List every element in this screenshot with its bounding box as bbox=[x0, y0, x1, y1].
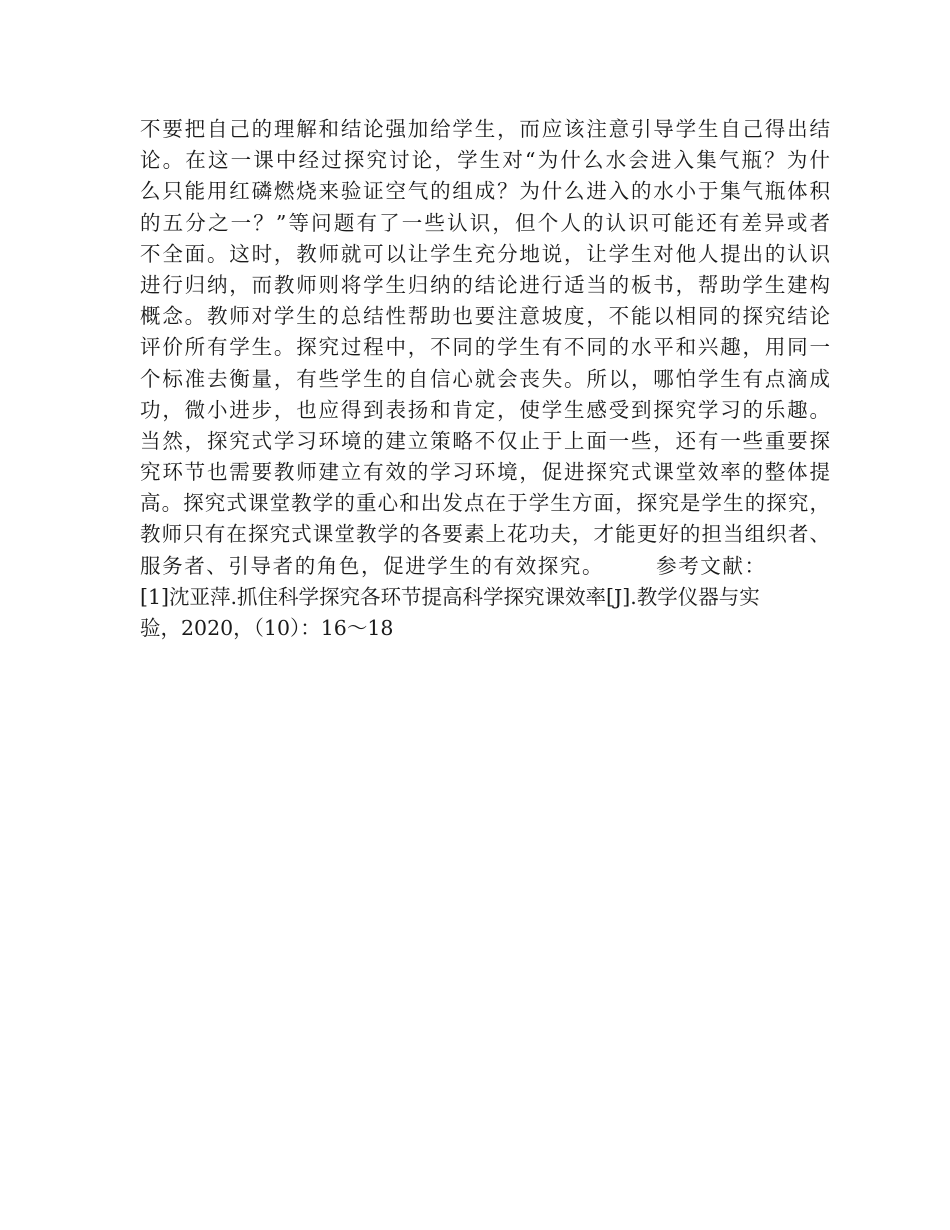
paragraph-line: 的五分之一？”等问题有了一些认识，但个人的认识可能还有差异或者 bbox=[140, 210, 830, 235]
paragraph-line: 不全面。这时，教师就可以让学生充分地说，让学生对他人提出的认识 bbox=[140, 241, 830, 266]
paragraph-line: 进行归纳，而教师则将学生归纳的结论进行适当的板书，帮助学生建构 bbox=[140, 272, 830, 297]
paragraph-line: 个标准去衡量，有些学生的自信心就会丧失。所以，哪怕学生有点滴成 bbox=[140, 366, 830, 391]
body-text bbox=[140, 114, 830, 644]
paragraph-line: 论。在这一课中经过探究讨论，学生对“为什么水会进入集气瓶？为什 bbox=[140, 148, 830, 173]
paragraph-line: 概念。教师对学生的总结性帮助也要注意坡度，不能以相同的探究结论 bbox=[140, 304, 830, 329]
reference-line: [1]沈亚萍.抓住科学探究各环节提高科学探究课效率[J].教学仪器与实 bbox=[140, 584, 760, 609]
paragraph-line: 教师只有在探究式课堂教学的各要素上花功夫，才能更好的担当组织者、 bbox=[140, 522, 830, 547]
reference-line: 验，2020，（10）：16～18 bbox=[140, 616, 394, 640]
paragraph-line: 么只能用红磷燃烧来验证空气的组成？为什么进入的水小于集气瓶体积 bbox=[140, 179, 830, 204]
closing-sentence: 服务者、引导者的角色，促进学生的有效探究。 bbox=[140, 553, 605, 578]
paragraph-line: 评价所有学生。探究过程中，不同的学生有不同的水平和兴趣，用同一 bbox=[140, 335, 830, 360]
paragraph-line: 当然，探究式学习环境的建立策略不仅止于上面一些，还有一些重要探 bbox=[140, 428, 830, 453]
references-heading: 参考文献： bbox=[656, 553, 767, 578]
paragraph-line: 不要把自己的理解和结论强加给学生，而应该注意引导学生自己得出结 bbox=[140, 117, 830, 141]
paragraph-line: 究环节也需要教师建立有效的学习环境，促进探究式课堂效率的整体提 bbox=[140, 460, 830, 485]
paragraph-line: 功，微小进步，也应得到表扬和肯定，使学生感受到探究学习的乐趣。 bbox=[140, 397, 830, 422]
closing-line bbox=[140, 551, 830, 582]
paragraph-line: 高。探究式课堂教学的重心和出发点在于学生方面，探究是学生的探究， bbox=[140, 491, 830, 516]
